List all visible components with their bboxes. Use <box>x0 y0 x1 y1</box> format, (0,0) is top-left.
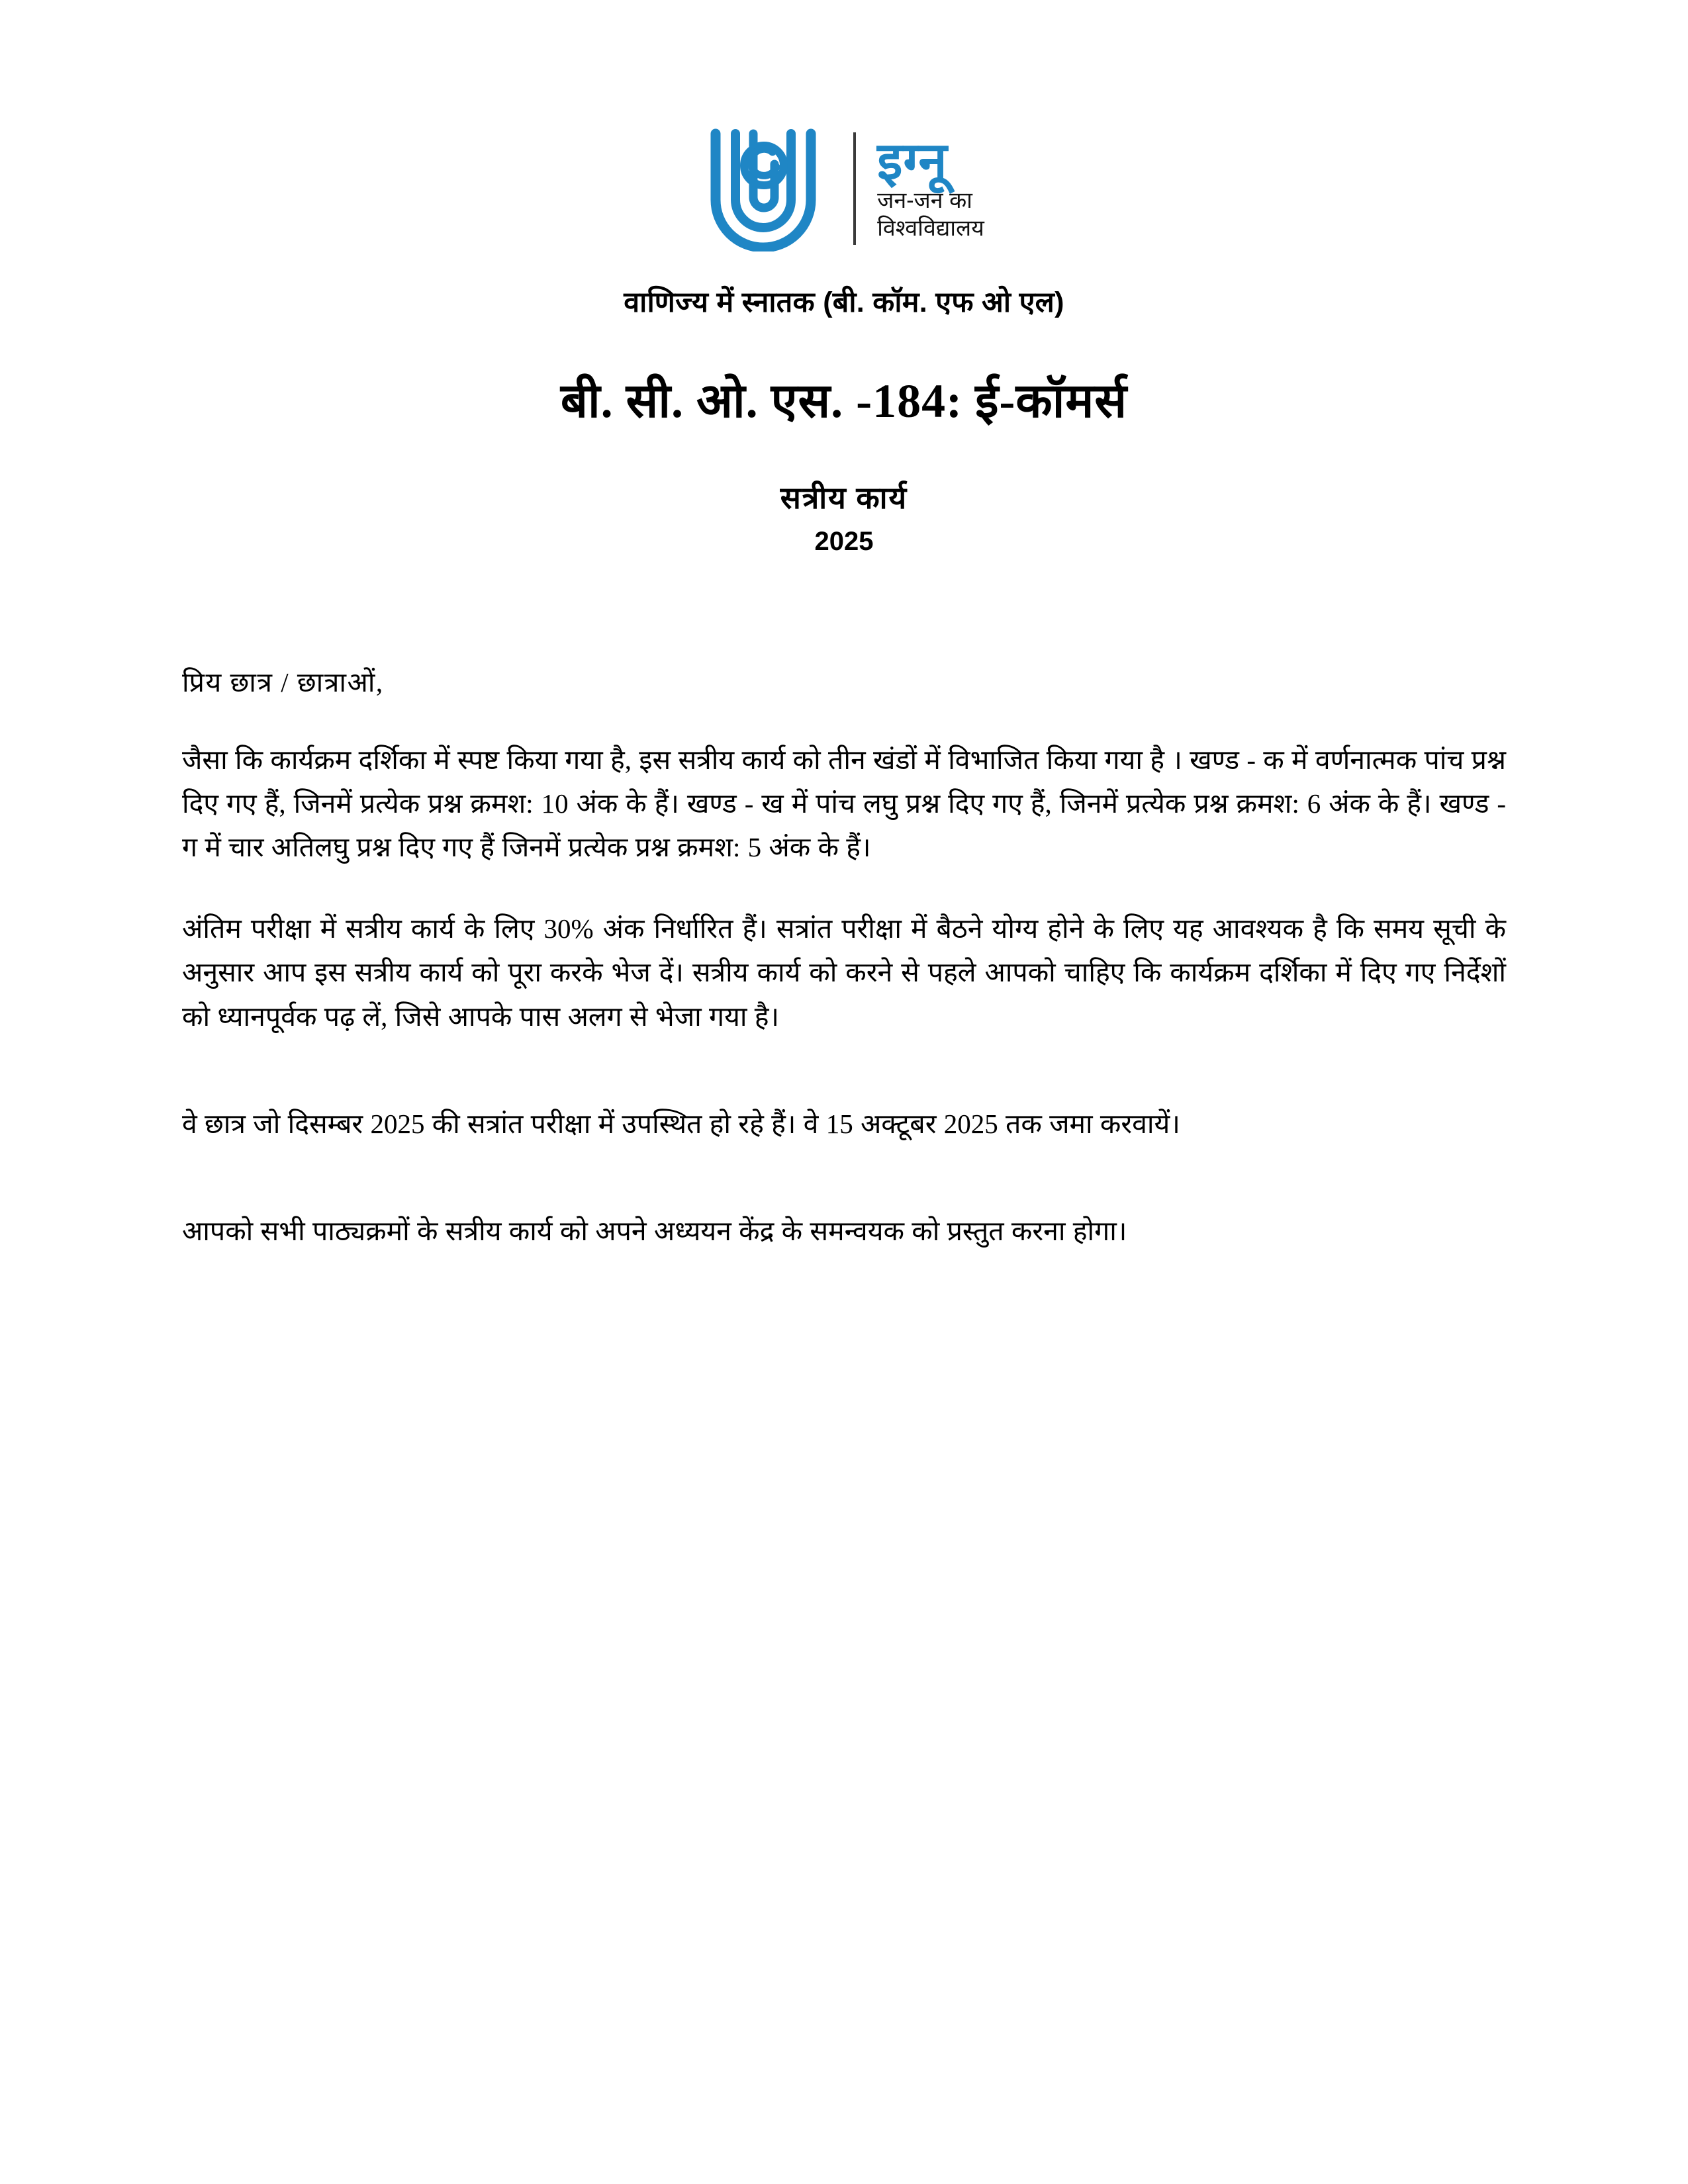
course-title: बी. सी. ओ. एस. -184: ई-कॉमर्स <box>560 375 1128 428</box>
paragraph-submission-location: आपको सभी पाठ्यक्रमों के सत्रीय कार्य को अपने अध्ययन केंद्र के समन्वयक को प्रस्तुत करना होगा। <box>182 1216 1127 1247</box>
logo-divider <box>853 132 856 245</box>
logo-brand-text: इग्नू <box>877 131 948 190</box>
paragraph-submission-deadline: वे छात्र जो दिसम्बर 2025 की सत्रांत परीक्षा में उपस्थित हो रहे हैं। वे 15 अक्टूबर 2025 तक जमा करवायें। <box>182 1108 1180 1139</box>
assignment-year: 2025 <box>814 527 874 556</box>
program-name: वाणिज्य में स्नातक (बी. कॉम. एफ ओ एल) <box>624 287 1064 318</box>
salutation: प्रिय छात्र / छात्राओं, <box>182 667 384 698</box>
paragraph-structure: जैसा कि कार्यक्रम दर्शिका में स्पष्ट किया गया है, इस सत्रीय कार्य को तीन खंडों में विभाजित किया गया है । खण्ड - क में वर्णनात्मक पांच प्रश्न दिए गए हैं, जिनमें प्रत्येक प्रश्न क्रमश: 10 अंक के हैं। खण्ड - ख में पांच लघु प्रश्न दिए गए हैं, जिनमें प्रत्येक प्रश्न क्रमश: 6 अंक के हैं। खण्ड - ग में चार अतिलघु प्रश्न दिए गए हैं जिनमें प्रत्येक प्रश्न क्रमश: 5 अंक के हैं। <box>182 744 1506 863</box>
ignou-logo <box>704 122 984 255</box>
logo-wordmark <box>873 131 984 242</box>
document-body <box>182 557 1506 1253</box>
assignment-label: सत्रीय कार्य <box>780 481 908 515</box>
paragraph-weightage: अंतिम परीक्षा में सत्रीय कार्य के लिए 30% अंक निर्धारित हैं। सत्रांत परीक्षा में बैठने योग्य होने के लिए यह आवश्यक है कि समय सूची के अनुसार आप इस सत्रीय कार्य को पूरा करके भेज दें। सत्रीय कार्य को करने से पहले आपको चाहिए कि कार्यक्रम दर्शिका में दिए गए निर्देशों को ध्यानपूर्वक पढ़ लें, जिसे आपके पास अलग से भेजा गया है। <box>182 913 1506 1032</box>
logo-tagline-line-2: विश्वविद्यालय <box>877 216 984 242</box>
document-header <box>0 0 1688 557</box>
ignou-emblem-icon <box>704 126 836 251</box>
logo-tagline-line-1: जन-जन का <box>877 187 972 213</box>
